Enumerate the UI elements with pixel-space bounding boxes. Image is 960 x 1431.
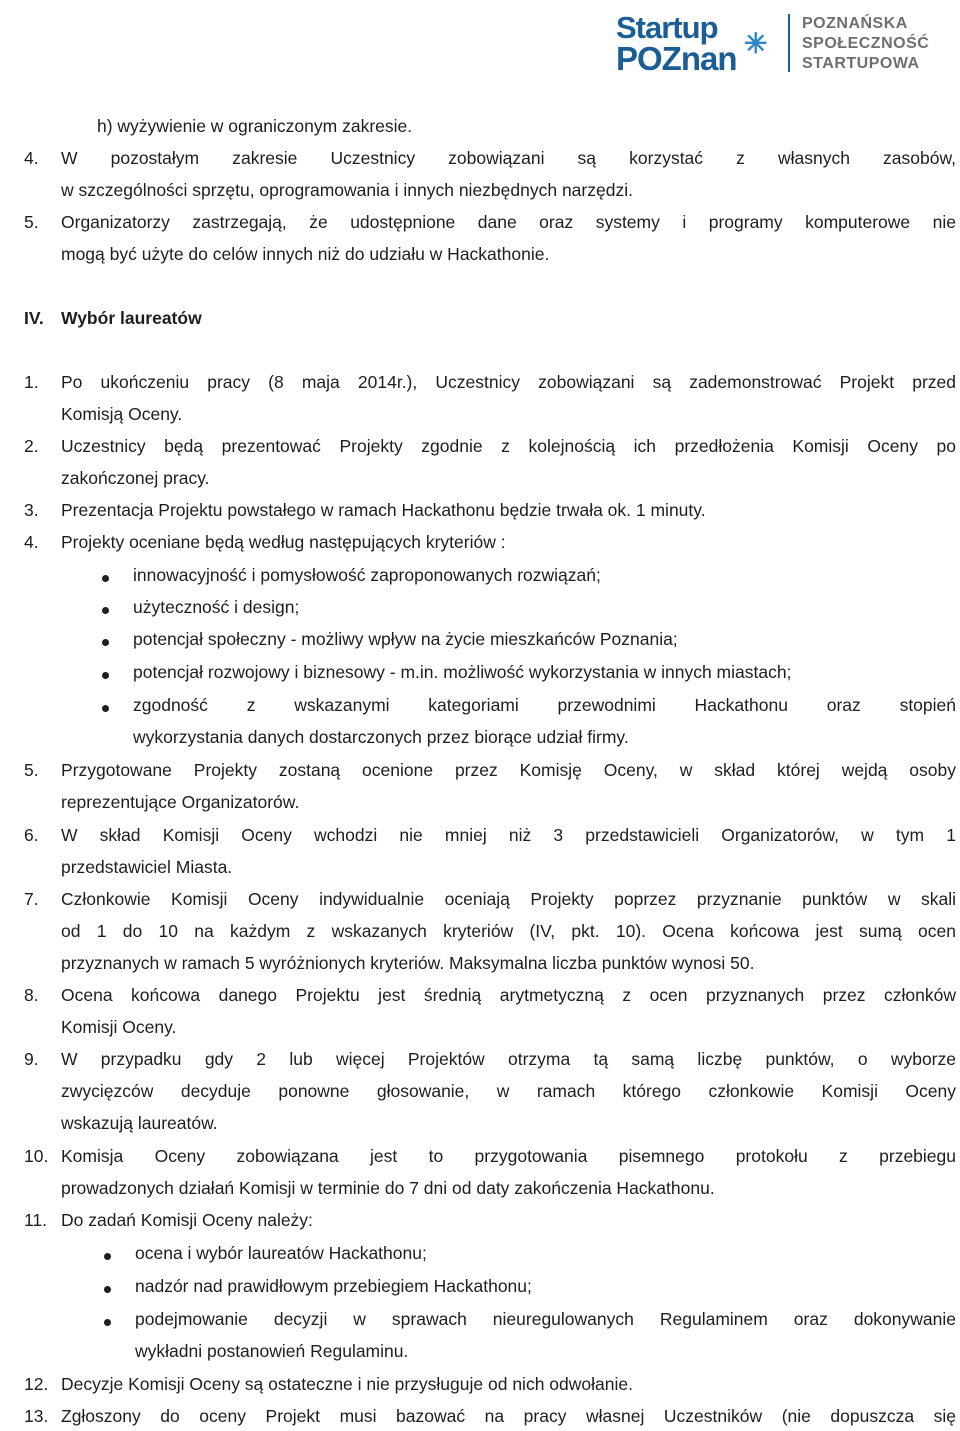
logo-tagline-line-2: SPOŁECZNOŚĆ — [802, 35, 930, 52]
bullet-item: ocena i wybór laureatów Hackathonu; — [135, 1243, 427, 1263]
logo-tagline — [802, 14, 929, 74]
logo-tagline-line-3: STARTUPOWA — [802, 55, 920, 72]
bullet-icon — [102, 672, 109, 679]
paragraph-line: Po ukończeniu pracy (8 maja 2014r.), Uczestnicy zobowiązani są zademonstrować Projekt przed — [61, 372, 956, 392]
bullet-item: innowacyjność i pomysłowość zaproponowanych rozwiązań; — [133, 565, 601, 585]
paragraph-line: od 1 do 10 na każdym z wskazanych kryteriów (IV, pkt. 10). Ocena końcowa jest sumą ocen — [61, 921, 956, 941]
paragraph-line: Członkowie Komisji Oceny indywidualnie oceniają Projekty poprzez przyznanie punktów w skali — [61, 889, 956, 909]
paragraph-line: Przygotowane Projekty zostaną ocenione przez Komisję Oceny, w skład której wejdą osoby — [61, 760, 956, 780]
paragraph-line: Komisją Oceny. — [61, 404, 183, 424]
paragraph-line: W skład Komisji Oceny wchodzi nie mniej niż 3 przedstawicieli Organizatorów, w tym 1 — [61, 825, 956, 845]
item-number: 4. — [24, 148, 39, 168]
item-number: 5. — [24, 760, 39, 780]
paragraph-line: Zgłoszony do oceny Projekt musi bazować na pracy własnej Uczestników (nie dopuszcza się — [61, 1406, 956, 1426]
paragraph-line: zwycięzców decyduje ponowne głosowanie, w ramach którego członkowie Komisji Oceny — [61, 1081, 956, 1101]
bullet-item: nadzór nad prawidłowym przebiegiem Hackathonu; — [135, 1276, 532, 1296]
paragraph-line: Komisja Oceny zobowiązana jest to przygotowania pisemnego protokołu z przebiegu — [61, 1146, 956, 1166]
paragraph-line: W przypadku gdy 2 lub więcej Projektów otrzyma tą samą liczbę punktów, o wyborze — [61, 1049, 956, 1069]
item-number: 3. — [24, 500, 39, 520]
bullet-icon — [102, 705, 109, 712]
logo-tagline-line-1: POZNAŃSKA — [802, 15, 908, 32]
item-number: 8. — [24, 985, 39, 1005]
item-number: 12. — [24, 1374, 49, 1394]
paragraph-line: Do zadań Komisji Oceny należy: — [61, 1210, 313, 1230]
paragraph-line: zakończonej pracy. — [61, 468, 210, 488]
paragraph-line: w szczególności sprzętu, oprogramowania i innych niezbędnych narzędzi. — [61, 180, 633, 200]
bullet-item: potencjał społeczny - możliwy wpływ na życie mieszkańców Poznania; — [133, 629, 678, 649]
logo-line-startup: Startup — [616, 10, 718, 45]
paragraph-line: prowadzonych działań Komisji w terminie do 7 dni od daty zakończenia Hackathonu. — [61, 1178, 715, 1198]
paragraph-line: reprezentujące Organizatorów. — [61, 792, 300, 812]
paragraph-line: Projekty oceniane będą według następujących kryteriów : — [61, 532, 506, 552]
paragraph-line: mogą być użyte do celów innych niż do udziału w Hackathonie. — [61, 244, 550, 264]
bullet-icon — [104, 1253, 111, 1260]
bullet-icon — [102, 639, 109, 646]
item-number: 10. — [24, 1146, 49, 1166]
bullet-item: potencjał rozwojowy i biznesowy - m.in. możliwość wykorzystania w innych miastach; — [133, 662, 792, 682]
paragraph-line: wskazują laureatów. — [61, 1113, 218, 1133]
paragraph-line: Decyzje Komisji Oceny są ostateczne i nie przysługuje od nich odwołanie. — [61, 1374, 633, 1394]
section-heading: Wybór laureatów — [61, 308, 202, 328]
bullet-icon — [102, 607, 109, 614]
bullet-item-continued: wykorzystania danych dostarczonych przez biorące udział firmy. — [133, 727, 629, 747]
logo-divider — [788, 14, 790, 72]
paragraph-line: przyznanych w ramach 5 wyróżnionych kryteriów. Maksymalna liczba punktów wynosi 50. — [61, 953, 755, 973]
item-number: 6. — [24, 825, 39, 845]
paragraph-line: W pozostałym zakresie Uczestnicy zobowiązani są korzystać z własnych zasobów, — [61, 148, 956, 168]
paragraph-line: Organizatorzy zastrzegają, że udostępnione dane oraz systemy i programy komputerowe nie — [61, 212, 956, 232]
item-number: 5. — [24, 212, 39, 232]
item-number: 7. — [24, 889, 39, 909]
bullet-item-continued: wykładni postanowień Regulaminu. — [135, 1341, 409, 1361]
bullet-item: zgodność z wskazanymi kategoriami przewodnimi Hackathonu oraz stopień — [133, 695, 956, 715]
bullet-icon — [102, 575, 109, 582]
item-number: 13. — [24, 1406, 49, 1426]
item-number: 1. — [24, 372, 39, 392]
startup-poznan-logo — [610, 8, 950, 78]
bullet-icon — [104, 1286, 111, 1293]
paragraph-line: przedstawiciel Miasta. — [61, 857, 233, 877]
paragraph-line: Prezentacja Projektu powstałego w ramach Hackathonu będzie trwała ok. 1 minuty. — [61, 500, 706, 520]
paragraph-line: Komisji Oceny. — [61, 1017, 177, 1037]
list-item-h: h) wyżywienie w ograniczonym zakresie. — [97, 116, 413, 136]
section-number: IV. — [24, 308, 44, 328]
logo-wordmark — [616, 8, 781, 78]
bullet-icon — [104, 1319, 111, 1326]
item-number: 9. — [24, 1049, 39, 1069]
paragraph-line: Uczestnicy będą prezentować Projekty zgodnie z kolejnością ich przedłożenia Komisji Oceny po — [61, 436, 956, 456]
snowflake-icon: ✳ — [744, 28, 768, 59]
logo-line-poznan: POZnan — [616, 40, 737, 77]
item-number: 11. — [24, 1210, 48, 1230]
bullet-item: użyteczność i design; — [133, 597, 300, 617]
item-number: 4. — [24, 532, 39, 552]
item-number: 2. — [24, 436, 39, 456]
bullet-item: podejmowanie decyzji w sprawach nieuregulowanych Regulaminem oraz dokonywanie — [135, 1309, 956, 1329]
paragraph-line: Ocena końcowa danego Projektu jest średnią arytmetyczną z ocen przyznanych przez członków — [61, 985, 956, 1005]
